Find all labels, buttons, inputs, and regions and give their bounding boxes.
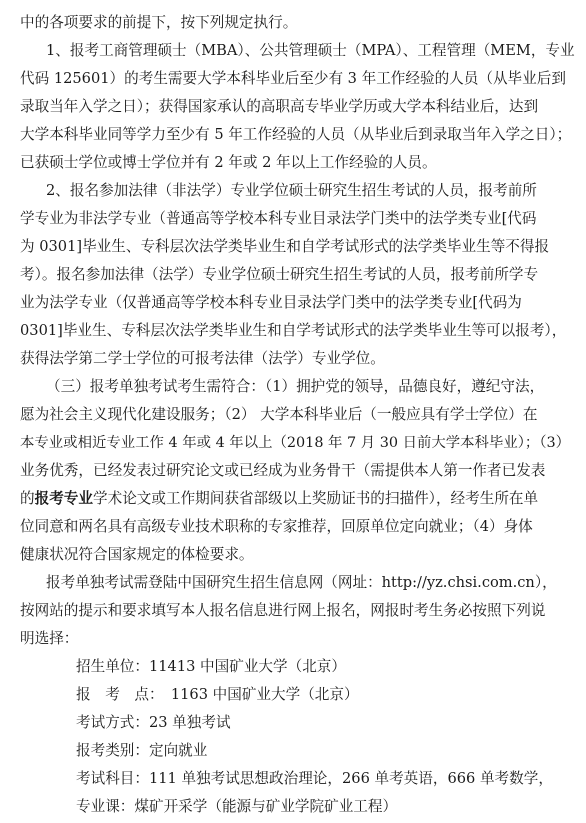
field-line: 考试科目：111 单独考试思想政治理论，266 单考英语，666 单考数学， (76, 770, 553, 787)
section3-text: 的 (20, 490, 35, 507)
item2-line: 考）。报名参加法律（法学）专业学位硕士研究生招生考试的人员，报考前所学专 (20, 266, 539, 283)
item2-line: 业为法学专业（仅普通高等学校本科专业目录法学门类中的法学类专业[代码为 (20, 294, 522, 311)
item1-line: 大学本科毕业同等学力至少有 5 年工作经验的人员（从毕业后到录取当年入学之日）； (20, 126, 572, 143)
item1-line: 已获硕士学位或博士学位并有 2 年或 2 年以上工作经验的人员。 (20, 154, 437, 171)
item2-line: 为 0301]毕业生、专科层次法学类毕业生和自学考试形式的法学类毕业生等不得报 (20, 238, 550, 255)
item2-line: 获得法学第二学士学位的可报考法律（法学）专业学位。 (20, 350, 385, 367)
online-line: 报考单独考试需登陆中国研究生招生信息网（网址：http://yz.chsi.com.cn）， (46, 574, 557, 591)
item2-line: 学专业为非法学专业（普通高等学校本科专业目录法学门类中的法学类专业[代码 (20, 210, 537, 227)
section3-emphasis-line (20, 489, 576, 509)
item2-line: 2、报名参加法律（非法学）专业学位硕士研究生招生考试的人员，报考前所 (46, 182, 537, 199)
item2-line: 0301]毕业生、专科层次法学类毕业生和自学考试形式的法学类毕业生等可以报考）， (20, 322, 567, 339)
intro-line: 中的各项要求的前提下，按下列规定执行。 (20, 14, 298, 31)
emphasized-keyword: 报考专业 (34, 490, 93, 507)
item1-line: 录取当年入学之日）；获得国家承认的高职高专毕业学历或大学本科结业后，达到 (20, 98, 539, 115)
item1-line: 代码 125601）的考生需要大学本科毕业后至少有 3 年工作经验的人员（从毕业后到 (20, 70, 566, 87)
section3-line: 健康状况符合国家规定的体检要求。 (20, 546, 254, 563)
field-line: 考试方式：23 单独考试 (76, 714, 231, 731)
item1-line: 1、报考工商管理硕士（MBA）、公共管理硕士（MPA）、工程管理（MEM，专业 (46, 42, 575, 59)
section3-line: 业务优秀，已经发表过研究论文或已经成为业务骨干（需提供本人第一作者已发表 (20, 462, 546, 479)
field-line: 招生单位：11413 中国矿业大学（北京） (76, 658, 346, 675)
section3-text: 学术论文或工作期间获省部级以上奖励证书的扫描件），经考生所在单 (93, 490, 539, 507)
online-line: 按网站的提示和要求填写本人报名信息进行网上报名，网报时考生务必按照下列说 (20, 602, 546, 619)
section3-line: 本专业或相近专业工作 4 年或 4 年以上（2018 年 7 月 30 日前大学本科毕业）；（3） (20, 435, 571, 451)
section3-line: 愿为社会主义现代化建设服务；（2） 大学本科毕业后（一般应具有学士学位）在 (20, 406, 538, 423)
section3-line: （三）报考单独考试考生需符合：（1）拥护党的领导，品德良好，遵纪守法， (46, 378, 545, 395)
field-line: 专业课：煤矿开采学（能源与矿业学院矿业工程） (76, 798, 398, 815)
field-line: 报 考 点： 1163 中国矿业大学（北京） (76, 686, 359, 703)
section3-line: 位同意和两名具有高级专业技术职称的专家推荐，回原单位定向就业；（4）身体 (20, 518, 533, 535)
online-line: 明选择： (20, 630, 79, 647)
field-line: 报考类别：定向就业 (76, 742, 208, 759)
